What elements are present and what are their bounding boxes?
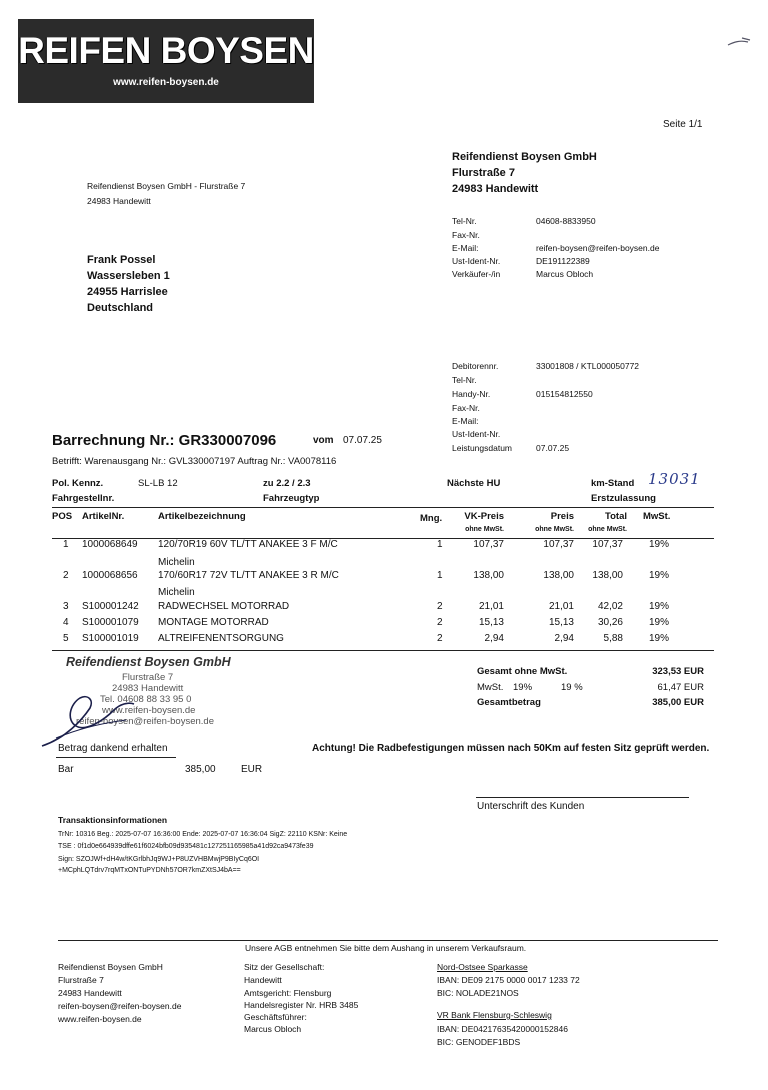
row-vat: 19% bbox=[649, 539, 670, 550]
net-value: 323,53 EUR bbox=[652, 666, 704, 677]
row-desc: 120/70R19 60V TL/TT ANAKEE 3 F M/C bbox=[158, 539, 338, 550]
col-vk: VK-Preis bbox=[464, 511, 504, 522]
debtor-label: Debitorennr. bbox=[452, 361, 499, 371]
col-pos: POS bbox=[52, 511, 73, 522]
contact-value: DE191122389 bbox=[536, 256, 590, 266]
net-label: Gesamt ohne MwSt. bbox=[477, 666, 568, 677]
row-artnr: 1000068656 bbox=[82, 570, 138, 581]
customer-signature-line bbox=[476, 797, 689, 798]
col-total-sub: ohne MwSt. bbox=[588, 526, 627, 533]
sender-city: 24983 Handewitt bbox=[87, 196, 151, 206]
bank-bic: BIC: GENODEF1BDS bbox=[437, 1037, 521, 1047]
payment-rule bbox=[56, 757, 176, 758]
vat-rate: 19% bbox=[513, 682, 533, 693]
invoice-date-label: vom bbox=[313, 435, 334, 446]
stamp-mail: reifen-boysen@reifen-boysen.de bbox=[76, 716, 214, 727]
table-row bbox=[0, 539, 768, 555]
bank-name: Nord-Ostsee Sparkasse bbox=[437, 962, 528, 972]
contact-value: reifen-boysen@reifen-boysen.de bbox=[536, 243, 660, 253]
row-qty: 2 bbox=[437, 601, 443, 612]
debtor-label: Fax-Nr. bbox=[452, 403, 480, 413]
transaction-line: TrNr: 10316 Beg.: 2025-07-07 16:36:00 Ende: 2025-07-07 16:36:04 SigZ: 22110 KSNr: Keine bbox=[58, 831, 348, 838]
col-desc: Artikelbezeichnung bbox=[158, 511, 246, 522]
debtor-value: 07.07.25 bbox=[536, 443, 570, 453]
col-vat: MwSt. bbox=[643, 511, 671, 522]
debtor-label: Ust-Ident-Nr. bbox=[452, 429, 501, 439]
col-qty: Mng. bbox=[420, 513, 443, 524]
row-total: 107,37 bbox=[592, 539, 623, 550]
row-vat: 19% bbox=[649, 601, 670, 612]
km-handwritten: 13031 bbox=[648, 470, 701, 488]
row-brand: Michelin bbox=[158, 587, 195, 598]
row-vk: 2,94 bbox=[484, 633, 504, 644]
transaction-sign: Sign: SZOJWf+dH4w/tKGrlbhJq9WJ+P8UZVHBMwjP9BIyCq6OI bbox=[58, 856, 260, 863]
payment-method: Bar bbox=[58, 764, 74, 775]
vat-value: 61,47 EUR bbox=[657, 682, 704, 693]
contact-label: Fax-Nr. bbox=[452, 230, 480, 240]
debtor-label: E-Mail: bbox=[452, 416, 479, 426]
invoice-reference: Betrifft: Warenausgang Nr.: GVL330007197 Auftrag Nr.: VA0078116 bbox=[52, 456, 337, 467]
company-logo bbox=[18, 19, 314, 103]
pen-mark bbox=[726, 36, 754, 48]
col-vk-sub: ohne MwSt. bbox=[465, 526, 504, 533]
row-desc: RADWECHSEL MOTORRAD bbox=[158, 601, 290, 612]
row-price: 138,00 bbox=[543, 570, 574, 581]
payment-received: Betrag dankend erhalten bbox=[58, 743, 168, 754]
row-price: 21,01 bbox=[548, 601, 574, 612]
bank-bic: BIC: NOLADE21NOS bbox=[437, 988, 519, 998]
recipient-street: Wassersleben 1 bbox=[87, 270, 170, 282]
transaction-tse: TSE : 0f1d0e664939dffe61f6024bfb09d935481c127251165985a41d92ca9473fe39 bbox=[58, 843, 314, 850]
company-street: Flurstraße 7 bbox=[452, 167, 515, 179]
table-row bbox=[0, 601, 768, 617]
row-vk: 15,13 bbox=[478, 617, 504, 628]
vin-label: Fahrgestellnr. bbox=[52, 493, 115, 504]
footer-line: Geschäftsführer: bbox=[244, 1012, 307, 1022]
contact-value: 04608-8833950 bbox=[536, 216, 596, 226]
row-artnr: S100001019 bbox=[82, 633, 139, 644]
row-pos: 2 bbox=[63, 570, 69, 581]
row-pos: 5 bbox=[63, 633, 69, 644]
wheel-notice: Achtung! Die Radbefestigungen müssen nach 50Km auf festen Sitz geprüft werden. bbox=[312, 743, 710, 754]
debtor-value: 015154812550 bbox=[536, 389, 593, 399]
recipient-country: Deutschland bbox=[87, 302, 154, 314]
row-qty: 1 bbox=[437, 539, 443, 550]
row-price: 107,37 bbox=[543, 539, 574, 550]
col-price: Preis bbox=[550, 511, 574, 522]
table-top-rule bbox=[52, 507, 714, 508]
gross-label: Gesamtbetrag bbox=[477, 697, 541, 708]
plate-value: SL-LB 12 bbox=[138, 478, 178, 489]
debtor-label: Handy-Nr. bbox=[452, 389, 491, 399]
row-artnr: S100001242 bbox=[82, 601, 139, 612]
row-vat: 19% bbox=[649, 633, 670, 644]
invoice-date: 07.07.25 bbox=[343, 435, 382, 446]
row-total: 42,02 bbox=[597, 601, 623, 612]
row-qty: 1 bbox=[437, 570, 443, 581]
gross-value: 385,00 EUR bbox=[652, 697, 704, 708]
row-price: 2,94 bbox=[554, 633, 574, 644]
bank-iban: IBAN: DE09 2175 0000 0017 1233 72 bbox=[437, 975, 580, 985]
row-brand: Michelin bbox=[158, 557, 195, 568]
contact-value: Marcus Obloch bbox=[536, 269, 594, 279]
debtor-label: Leistungsdatum bbox=[452, 443, 513, 453]
row-qty: 2 bbox=[437, 633, 443, 644]
stamp-name: Reifendienst Boysen GmbH bbox=[66, 655, 231, 669]
page-label: Seite 1/1 bbox=[663, 119, 703, 130]
recipient-city: 24955 Harrislee bbox=[87, 286, 168, 298]
stamp-web: www.reifen-boysen.de bbox=[102, 705, 196, 716]
col-artnr: ArtikelNr. bbox=[82, 511, 125, 522]
zu-label: zu 2.2 / 2.3 bbox=[263, 478, 311, 489]
cashier-signature bbox=[36, 680, 146, 752]
footer-line: Handelsregister Nr. HRB 3485 bbox=[244, 1000, 359, 1010]
row-vat: 19% bbox=[649, 570, 670, 581]
stamp-tel: Tel. 04608 88 33 95 0 bbox=[100, 694, 192, 705]
plate-label: Pol. Kennz. bbox=[52, 478, 104, 489]
table-bottom-rule bbox=[52, 650, 714, 651]
table-row bbox=[0, 633, 768, 649]
table-row bbox=[0, 617, 768, 633]
type-label: Fahrzeugtyp bbox=[263, 493, 320, 504]
recipient-name: Frank Possel bbox=[87, 254, 156, 266]
hu-label: Nächste HU bbox=[447, 478, 501, 489]
footer-line: www.reifen-boysen.de bbox=[58, 1014, 142, 1024]
company-city: 24983 Handewitt bbox=[452, 183, 539, 195]
company-name: Reifendienst Boysen GmbH bbox=[452, 151, 597, 163]
footer-line: reifen-boysen@reifen-boysen.de bbox=[58, 1001, 182, 1011]
footer-line: Reifendienst Boysen GmbH bbox=[58, 962, 163, 972]
vat-label: MwSt. bbox=[477, 682, 504, 693]
footer-line: Handewitt bbox=[244, 975, 282, 985]
row-total: 30,26 bbox=[597, 617, 623, 628]
sender-line: Reifendienst Boysen GmbH - Flurstraße 7 bbox=[87, 181, 246, 191]
footer-line: Amtsgericht: Flensburg bbox=[244, 988, 332, 998]
transaction-title: Transaktionsinformationen bbox=[58, 815, 168, 825]
contact-label: Ust-Ident-Nr. bbox=[452, 256, 501, 266]
logo-brand: REIFEN BOYSEN bbox=[18, 30, 314, 71]
bank-iban: IBAN: DE04217635420000152846 bbox=[437, 1024, 568, 1034]
km-label: km-Stand bbox=[591, 478, 635, 489]
debtor-label: Tel-Nr. bbox=[452, 375, 477, 385]
row-price: 15,13 bbox=[548, 617, 574, 628]
row-vk: 107,37 bbox=[473, 539, 504, 550]
row-vk: 21,01 bbox=[478, 601, 504, 612]
row-desc: ALTREIFENENTSORGUNG bbox=[158, 633, 284, 644]
col-price-sub: ohne MwSt. bbox=[535, 526, 574, 533]
logo-url: www.reifen-boysen.de bbox=[113, 77, 219, 88]
footer-line: Sitz der Gesellschaft: bbox=[244, 962, 325, 972]
row-desc: MONTAGE MOTORRAD bbox=[158, 617, 269, 628]
row-vk: 138,00 bbox=[473, 570, 504, 581]
footer-line: Marcus Obloch bbox=[244, 1024, 302, 1034]
row-pos: 4 bbox=[63, 617, 69, 628]
col-total: Total bbox=[605, 511, 627, 522]
contact-label: E-Mail: bbox=[452, 243, 479, 253]
footer-rule bbox=[58, 940, 718, 941]
stamp-city: 24983 Handewitt bbox=[112, 683, 184, 694]
row-pos: 1 bbox=[63, 539, 69, 550]
footer-agb: Unsere AGB entnehmen Sie bitte dem Aushang in unserem Verkaufsraum. bbox=[245, 943, 527, 953]
row-desc: 170/60R17 72V TL/TT ANAKEE 3 R M/C bbox=[158, 570, 339, 581]
invoice-title: Barrechnung Nr.: GR330007096 bbox=[52, 432, 277, 449]
row-pos: 3 bbox=[63, 601, 69, 612]
contact-label: Tel-Nr. bbox=[452, 216, 477, 226]
vat-rate-2: 19 % bbox=[561, 682, 583, 693]
transaction-sign-2: +MCphLQTdrv7rqMTxONTuPYDNh57OR7kmZXtSJ4bA== bbox=[58, 867, 241, 874]
contact-label: Verkäufer-/in bbox=[452, 269, 501, 279]
bank-name: VR Bank Flensburg-Schleswig bbox=[437, 1010, 552, 1020]
payment-currency: EUR bbox=[241, 764, 263, 775]
footer-line: 24983 Handewitt bbox=[58, 988, 122, 998]
customer-signature-label: Unterschrift des Kunden bbox=[477, 801, 585, 812]
row-total: 138,00 bbox=[592, 570, 623, 581]
debtor-value: 33001808 / KTL000050772 bbox=[536, 361, 640, 371]
row-total: 5,88 bbox=[603, 633, 623, 644]
footer-line: Flurstraße 7 bbox=[58, 975, 104, 985]
row-artnr: S100001079 bbox=[82, 617, 139, 628]
row-vat: 19% bbox=[649, 617, 670, 628]
row-qty: 2 bbox=[437, 617, 443, 628]
row-artnr: 1000068649 bbox=[82, 539, 138, 550]
table-row bbox=[0, 570, 768, 586]
first-registration-label: Erstzulassung bbox=[591, 493, 656, 504]
stamp-street: Flurstraße 7 bbox=[122, 672, 174, 683]
payment-amount: 385,00 bbox=[185, 764, 216, 775]
